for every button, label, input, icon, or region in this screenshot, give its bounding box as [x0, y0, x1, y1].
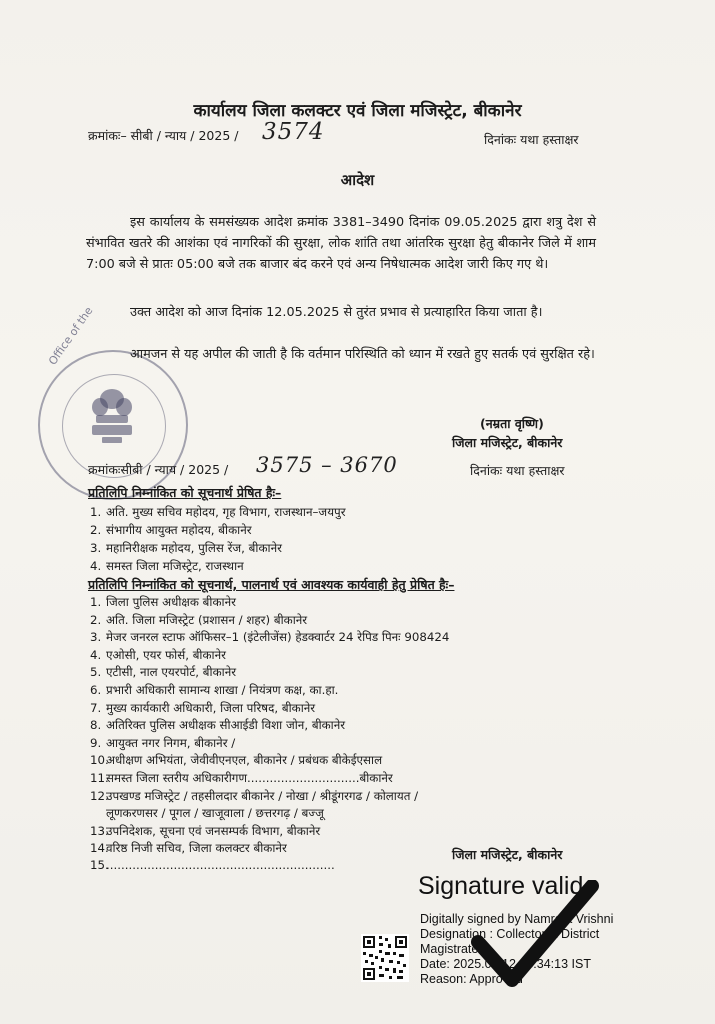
list-item [90, 805, 324, 821]
signature-line-designation-cont: Magistrate [420, 942, 479, 956]
list-item [90, 840, 287, 856]
qr-code-icon [361, 934, 409, 982]
list-item-text: ............................................................. [106, 858, 335, 872]
footer-designation: जिला मजिस्ट्रेट, बीकानेर [452, 847, 563, 862]
copy-reference-handwritten: 3575 – 3670 [256, 453, 398, 477]
list-item-text: महानिरीक्षक महोदय, पुलिस रेंज, बीकानेर [106, 541, 282, 555]
list-item-text: प्रभारी अधिकारी सामान्य शाखा / नियंत्रण कक्ष, का.हा. [106, 683, 339, 697]
list-item-text: एओसी, एयर फोर्स, बीकानेर [106, 647, 226, 662]
copy-reference-label: क्रमांकःसीबी / न्याय / 2025 / [88, 462, 229, 477]
list-item [90, 717, 345, 733]
order-paragraph-1: इस कार्यालय के समसंख्यक आदेश क्रमांक 3381–3490 दिनांक 09.05.2025 द्वारा शत्रु देश से संभावित खतरे की आशंका एवं नागरिकों की सुरक्षा, लोक शांति तथा आंतरिक सुरक्षा हेतु बीकानेर जिले में शाम 7:00 बजे से प्रातः 05:00 बजे तक बाजार बंद करने एवं अन्य निषेधात्मक आदेश जारी किए गए थे। [86, 215, 596, 272]
list-item-number: 6. [90, 683, 102, 697]
list-item-text: समस्त जिला मजिस्ट्रेट, राजस्थान [106, 559, 244, 573]
list-item-text: लूणकरणसर / पूगल / खाजूवाला / छत्तरगढ़ / बज्जू [106, 806, 324, 821]
signature-status: Signature valid [418, 872, 584, 900]
list-item [90, 788, 418, 804]
list-item-text: वरिष्ठ निजी सचिव, जिला कलक्टर बीकानेर [106, 841, 287, 856]
list-item-text: मेजर जनरल स्टाफ ऑफिसर–1 (इंटेलीजेंस) हेडक्वार्टर 24 रेपिड पिनः 908424 [106, 630, 450, 645]
reference-number-label: क्रमांकः– सीबी / न्याय / 2025 / [88, 128, 239, 143]
list-item-number: 11. [90, 771, 109, 785]
list-item [90, 664, 236, 680]
list-item-number: 9. [90, 735, 102, 750]
seal-text: Office of the [46, 304, 96, 368]
list-item-number: 1. [90, 595, 102, 609]
reference-number-handwritten: 3574 [262, 119, 325, 145]
list-item-number: 10. [90, 753, 109, 768]
copy-list-1-heading: प्रतिलिपि निम्नांकित को सूचनार्थ प्रेषित हैः– [88, 485, 282, 500]
list-item-text: अति. जिला मजिस्ट्रेट (प्रशासन / शहर) बीकानेर [106, 612, 308, 627]
copy-date-label: दिनांकः यथा हस्ताक्षर [470, 463, 565, 478]
list-item [90, 770, 393, 786]
list-item-number: 3. [90, 630, 102, 645]
signature-line-reason: Reason: Approved [420, 972, 523, 986]
list-item-number: 13. [90, 823, 109, 838]
list-item-number: 4. [90, 647, 102, 662]
list-item-text: संभागीय आयुक्त महोदय, बीकानेर [106, 523, 252, 537]
signatory-name: (नम्रता वृष्णि) [480, 416, 544, 431]
list-item [90, 735, 235, 751]
list-item-text: अधीक्षण अभियंता, जेवीवीएनएल, बीकानेर / प्रबंधक बीकेईएसाल [106, 753, 383, 768]
list-item [90, 594, 236, 610]
list-item-number: 8. [90, 718, 102, 733]
order-paragraph-3: आमजन से यह अपील की जाती है कि वर्तमान परिस्थिति को ध्यान में रखते हुए सतर्क एवं सुरक्षित रहे। [130, 347, 595, 362]
list-item [90, 647, 226, 663]
list-item-number: 12. [90, 788, 109, 803]
list-item [90, 629, 449, 645]
office-title: कार्यालय जिला कलक्टर एवं जिला मजिस्ट्रेट, बीकानेर [193, 101, 522, 121]
signature-line-date: Date: 2025.05.12 18:34:13 IST [420, 957, 591, 971]
list-item: 1. अति. मुख्य सचिव महोदय, गृह विभाग, राजस्थान–जयपुर [90, 505, 346, 519]
list-item-text: उपखण्ड मजिस्ट्रेट / तहसीलदार बीकानेर / नोखा / श्रीडूंगरगढ / कोलायत / [106, 788, 419, 803]
signature-line-designation: Designation : Collector & District [420, 927, 600, 941]
order-paragraph-2: उक्त आदेश को आज दिनांक 12.05.2025 से तुरंत प्रभाव से प्रत्याहारित किया जाता है। [130, 305, 543, 320]
list-item-number: 5. [90, 665, 102, 680]
list-item [90, 682, 338, 698]
list-item-text: समस्त जिला स्तरीय अधिकारीगण..............................बीकानेर [106, 771, 393, 785]
list-item-text: अति. मुख्य सचिव महोदय, गृह विभाग, राजस्थान–जयपुर [106, 505, 346, 519]
list-item: 3. महानिरीक्षक महोदय, पुलिस रेंज, बीकानेर [90, 541, 282, 555]
list-item-number: 2. [90, 612, 102, 627]
list-item-text: जिला पुलिस अधीक्षक बीकानेर [106, 595, 236, 609]
signatory-designation: जिला मजिस्ट्रेट, बीकानेर [452, 435, 563, 450]
list-item [90, 612, 307, 628]
list-item [90, 700, 315, 716]
list-item: 4. समस्त जिला मजिस्ट्रेट, राजस्थान [90, 559, 244, 573]
list-item-text: आयुक्त नगर निगम, बीकानेर / [106, 735, 236, 750]
date-label: दिनांकः यथा हस्ताक्षर [484, 132, 579, 147]
list-item-text: उपनिदेशक, सूचना एवं जनसम्पर्क विभाग, बीकानेर [106, 823, 321, 838]
list-item-number: 15. [90, 858, 109, 872]
signature-line-signed-by: Digitally signed by Namrata Vrishni [420, 912, 614, 926]
list-item: 2. संभागीय आयुक्त महोदय, बीकानेर [90, 523, 252, 537]
list-item-text: मुख्य कार्यकारी अधिकारी, जिला परिषद, बीकानेर [106, 700, 316, 715]
copy-list-2-heading: प्रतिलिपि निम्नांकित को सूचनार्थ, पालनार्थ एवं आवश्यक कार्यवाही हेतु प्रेषित हैः– [88, 577, 455, 592]
national-emblem-icon [82, 385, 142, 447]
list-item-text: एटीसी, नाल एयरपोर्ट, बीकानेर [106, 665, 237, 680]
list-item [90, 823, 320, 839]
list-item-text: अतिरिक्त पुलिस अधीक्षक सीआईडी विशा जोन, बीकानेर [106, 718, 346, 733]
list-item-number: 7. [90, 700, 102, 715]
list-item [90, 858, 335, 872]
order-title: आदेश [340, 171, 375, 189]
list-item-number: 14. [90, 841, 109, 856]
list-item [90, 752, 382, 768]
signature-check-mark-icon [470, 880, 600, 990]
